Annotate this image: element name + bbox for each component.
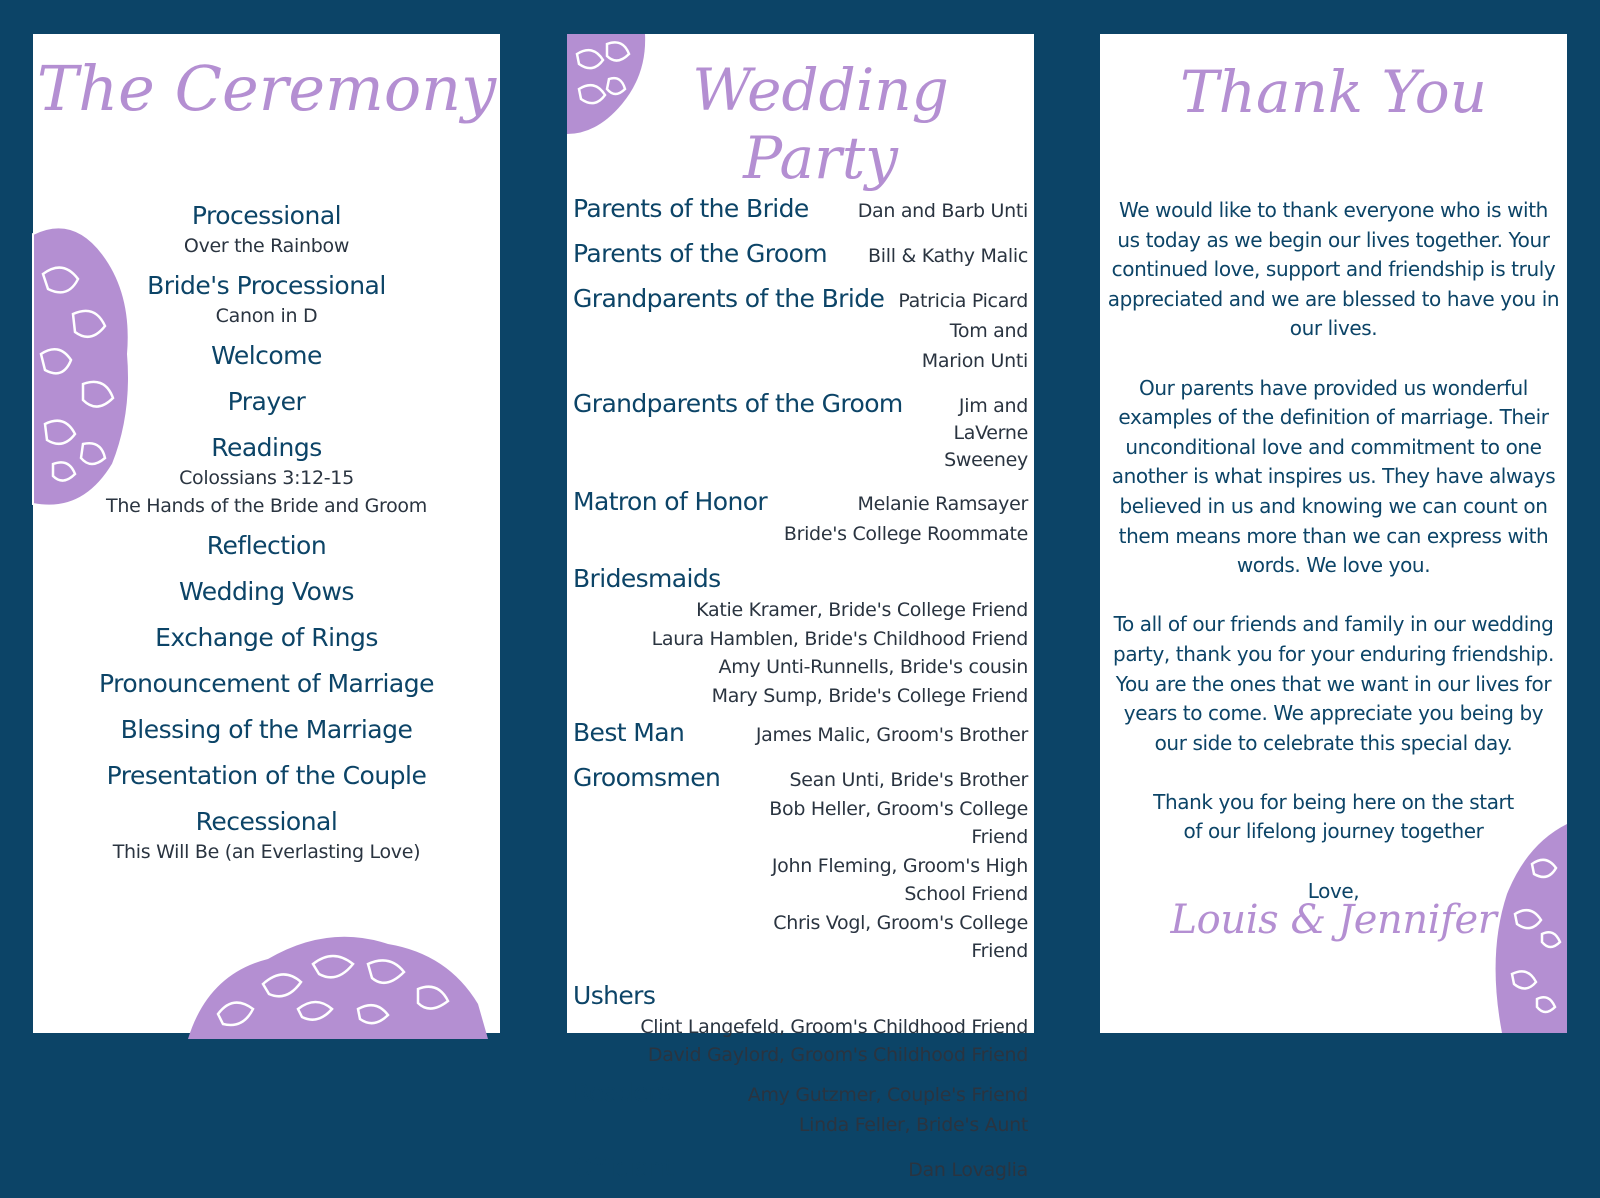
party-names	[748, 1080, 1028, 1140]
ceremony-item-sub: Colossians 3:12-15	[179, 467, 354, 489]
ceremony-list	[33, 200, 500, 876]
party-name: James Malic, Groom's Brother	[755, 724, 1028, 746]
party-names	[573, 1013, 1028, 1070]
party-role: Matron of Honor	[573, 487, 768, 516]
party-names	[858, 196, 1028, 226]
party-role: Groomsmen	[573, 763, 721, 792]
party-name: John Fleming, Groom's High School Friend	[771, 854, 1028, 905]
party-name: David Gaylord, Groom's Childhood Friend	[647, 1044, 1028, 1066]
closing: Love,	[1307, 878, 1360, 903]
wedding-party-list	[573, 194, 1028, 1198]
party-role: Parents of the Groom	[573, 239, 828, 268]
list-item	[573, 763, 1028, 966]
party-names	[868, 241, 1028, 271]
party-name: Patricia Picard	[898, 290, 1028, 312]
party-name: Chris Vogl, Groom's College Friend	[773, 911, 1028, 962]
party-name: Katie Kramer, Bride's College Friend	[696, 599, 1028, 621]
party-names	[784, 489, 1028, 549]
list-item	[33, 668, 500, 700]
ceremony-item-sub: Canon in D	[215, 305, 318, 327]
wedding-party-panel	[567, 34, 1034, 1182]
ceremony-item-title: Exchange of Rings	[155, 623, 378, 652]
party-role: Grandparents of the Groom	[573, 389, 903, 418]
party-role: Bridesmaids	[573, 564, 721, 593]
ceremony-item-title: Readings	[211, 433, 322, 462]
ceremony-item-sub: This Will Be (an Everlasting Love)	[112, 841, 421, 863]
party-name: Clint Langefeld, Groom's Childhood Friend	[640, 1015, 1028, 1038]
list-item	[33, 530, 500, 562]
party-role: Officiant	[573, 1152, 674, 1182]
hydrangea-bottom-decoration	[178, 914, 500, 1044]
list-item	[573, 284, 1028, 376]
ceremony-title: The Ceremony	[36, 52, 497, 125]
list-item	[573, 562, 1028, 710]
party-name: Linda Feller, Bride's Aunt	[798, 1113, 1028, 1136]
party-role: Parents of the Bride	[573, 194, 809, 223]
list-item	[33, 386, 500, 418]
list-item	[573, 979, 1028, 1070]
list-item	[573, 389, 1028, 474]
party-name: Jim and	[958, 395, 1028, 417]
thank-you-paragraph: Our parents have provided us wonderful examples of the definition of marriage. Their unconditional love and commitment to one another is what inspires us. They have always believed in us and knowing we can count on them means more than we can express with words. We love you.	[1111, 375, 1556, 578]
thank-you-paragraph: We would like to thank everyone who is with us today as we begin our lives together. Your continued love, support and friendship is truly appreciated and we are blessed to have you in our lives.	[1107, 198, 1560, 341]
party-names	[903, 393, 1028, 474]
list-item	[33, 622, 500, 654]
party-names	[573, 596, 1028, 710]
ceremony-item-title: Presentation of the Couple	[106, 761, 427, 790]
list-item	[33, 806, 500, 866]
party-name: Melanie Ramsayer	[857, 493, 1028, 515]
list-item	[33, 340, 500, 372]
thank-you-body	[1106, 196, 1561, 944]
party-name: LaVerne Sweeney	[944, 422, 1028, 471]
party-name: Mary Sump, Bride's College Friend	[711, 684, 1028, 707]
party-names	[908, 1155, 1028, 1185]
list-item	[33, 576, 500, 608]
party-names	[756, 720, 1028, 750]
party-name: Tom and Marion Unti	[921, 320, 1028, 372]
party-name: Amy Gutzmer, Couple's Friend	[747, 1083, 1028, 1106]
thank-you-paragraph: To all of our friends and family in our wedding party, thank you for your enduring friendship. You are the ones that we want in our lives for years to come. We appreciate you being by our side to celebrate this special day.	[1113, 612, 1554, 755]
list-item	[573, 239, 1028, 271]
ceremony-item-title: Prayer	[227, 387, 306, 416]
list-item	[573, 487, 1028, 549]
party-name: Bob Heller, Groom's College Friend	[769, 797, 1028, 848]
party-name: Dan Lovaglia	[908, 1158, 1028, 1181]
list-item	[573, 1153, 1028, 1185]
party-names	[720, 766, 1028, 966]
party-role: Readers	[573, 1077, 671, 1107]
list-item	[33, 270, 500, 330]
thank-you-title: Thank You	[1179, 58, 1488, 126]
ceremony-item-title: Recessional	[195, 807, 338, 836]
party-name: Laura Hamblen, Bride's Childhood Friend	[651, 627, 1028, 650]
party-names	[884, 286, 1028, 376]
signature: Louis & Jennifer	[1170, 897, 1497, 944]
party-name: Amy Unti-Runnells, Bride's cousin	[718, 656, 1028, 678]
ceremony-item-title: Reflection	[206, 531, 327, 560]
ceremony-item-title: Bride's Processional	[147, 271, 386, 300]
list-item	[573, 718, 1028, 750]
party-role: Ushers	[573, 980, 656, 1010]
ceremony-item-title: Welcome	[211, 341, 322, 370]
thank-you-paragraph: Thank you for being here on the start of our lifelong journey together	[1153, 789, 1514, 844]
ceremony-item-title: Pronouncement of Marriage	[98, 669, 434, 698]
ceremony-item-sub: The Hands of the Bride and Groom	[106, 495, 427, 517]
list-item	[33, 714, 500, 746]
wedding-party-title: Wedding Party	[692, 56, 949, 192]
list-item	[33, 200, 500, 260]
ceremony-item-title: Processional	[191, 201, 342, 230]
list-item	[573, 1078, 1028, 1140]
party-role: Grandparents of the Bride	[573, 284, 885, 313]
list-item	[573, 194, 1028, 226]
party-name: Bill & Kathy Malic	[868, 245, 1028, 267]
party-name: Dan and Barb Unti	[857, 200, 1028, 222]
ceremony-item-sub: Over the Rainbow	[183, 235, 350, 257]
ceremony-panel	[33, 34, 500, 1033]
thank-you-panel	[1100, 34, 1567, 1033]
party-name: Sean Unti, Bride's Brother	[789, 769, 1028, 791]
ceremony-item-title: Wedding Vows	[179, 577, 354, 606]
ceremony-item-title: Blessing of the Marriage	[120, 715, 413, 744]
party-role: Best Man	[573, 718, 685, 747]
list-item	[33, 760, 500, 792]
list-item	[33, 432, 500, 520]
party-name: Bride's College Roommate	[783, 523, 1028, 545]
